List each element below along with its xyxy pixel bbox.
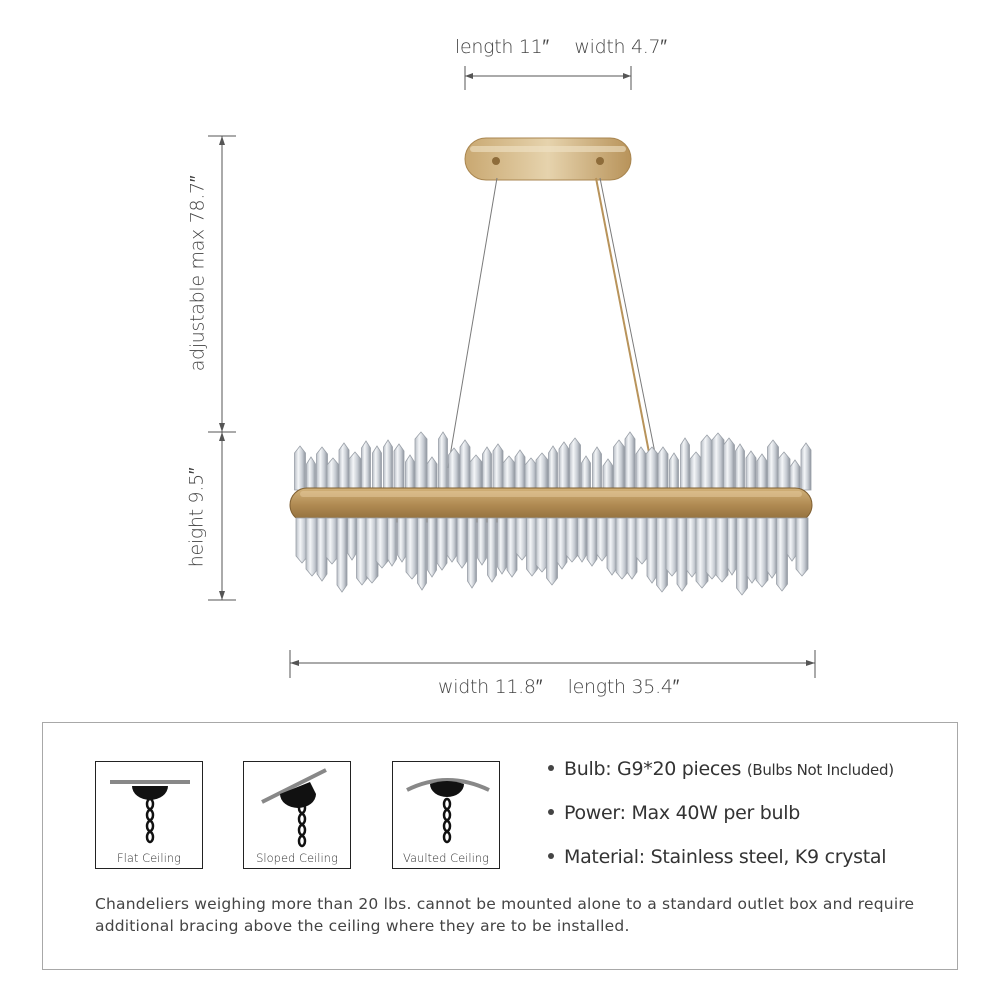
crystal-prism <box>362 441 371 490</box>
crystal-prism <box>348 518 357 560</box>
crystal-prism <box>647 518 657 583</box>
crystal-prism <box>295 446 306 490</box>
crystal-prism <box>728 518 737 575</box>
crystal-prism <box>536 453 548 490</box>
crystal-prism <box>398 518 407 562</box>
crystal-prism <box>525 458 537 490</box>
crystal-prism <box>339 443 349 490</box>
crystal-prism <box>666 518 678 576</box>
crystal-prism <box>307 457 316 490</box>
height-label: height 9.5″ <box>185 467 208 568</box>
crystal-prism <box>636 447 646 490</box>
sloped-ceiling-card <box>243 761 351 869</box>
crystal-prism <box>468 518 477 588</box>
crystal-prism <box>559 442 569 490</box>
crystal-prism <box>690 452 702 490</box>
lower-crystals <box>296 518 808 595</box>
canopy-plate <box>465 138 631 180</box>
crystal-prism <box>757 454 767 490</box>
crystal-prism <box>317 447 328 490</box>
crystal-prism <box>716 518 728 582</box>
bottom-length-label: length 35.4″ <box>567 676 680 698</box>
crystal-prism <box>394 444 404 490</box>
crystal-prism <box>670 453 679 490</box>
sloped-ceiling-label: Sloped Ceiling <box>256 851 338 865</box>
crystal-prism <box>327 458 339 490</box>
canopy-dimension-line <box>465 66 631 90</box>
flat-ceiling-label: Flat Ceiling <box>117 851 181 865</box>
crystal-prism <box>677 518 687 591</box>
crystal-prism <box>627 518 637 579</box>
crystal-prism <box>607 518 617 575</box>
crystal-prism <box>503 456 515 490</box>
crystal-prism <box>570 438 581 490</box>
spec-power-text: Power: Max 40W per bulb <box>564 802 801 824</box>
canopy-length-label: length 11″ <box>455 36 549 58</box>
crystal-prism <box>406 518 418 579</box>
crystal-prism <box>317 518 327 581</box>
crystal-prism <box>549 446 558 490</box>
crystal-prism <box>593 447 602 490</box>
crystal-prism <box>747 518 757 583</box>
crystal-prism <box>787 518 797 561</box>
crystal-prism <box>681 438 690 490</box>
crystal-prism <box>415 432 427 490</box>
bottom-dimension-line <box>290 650 815 678</box>
crystal-prism <box>724 438 735 490</box>
crystal-prism <box>801 443 811 490</box>
brass-ring <box>290 488 812 522</box>
crystal-prism <box>547 518 558 585</box>
crystal-prism <box>614 440 625 490</box>
spec-bulb-note: (Bulbs Not Included) <box>746 761 894 779</box>
spec-material-text: Material: Stainless steel, K9 crystal <box>564 846 887 868</box>
crystal-prism <box>470 455 482 490</box>
flat-ceiling-card <box>95 761 203 869</box>
spec-power <box>548 802 800 824</box>
crystal-prism <box>337 518 347 592</box>
adjustable-dimension-line <box>208 136 236 432</box>
crystal-prism <box>388 518 397 566</box>
crystal-prism <box>376 518 388 568</box>
crystal-prism <box>578 518 587 562</box>
vaulted-ceiling-label: Vaulted Ceiling <box>403 851 489 865</box>
spec-material <box>548 846 886 868</box>
crystal-prism <box>778 452 790 490</box>
spec-panel <box>42 722 958 970</box>
vaulted-ceiling-card <box>392 761 500 869</box>
crystal-prism <box>406 455 415 490</box>
crystal-prism <box>427 457 437 490</box>
crystal-prism <box>712 433 724 490</box>
installation-notice: Chandeliers weighing more than 20 lbs. cannot be mounted alone to a standard outlet box and require additional bracing above the ceiling where they are to be installed. <box>95 895 915 935</box>
crystal-prism <box>756 518 768 587</box>
crystal-prism <box>493 444 503 490</box>
crystal-prism <box>418 518 427 590</box>
upper-crystals <box>295 432 812 490</box>
crystal-prism <box>428 518 437 577</box>
crystal-prism <box>658 447 668 490</box>
spec-bulb-text: Bulb: G9*20 pieces <box>564 758 742 780</box>
crystal-prism <box>483 447 492 490</box>
crystal-prism <box>373 446 382 490</box>
bullet-icon <box>548 765 554 771</box>
crystal-prism <box>478 518 487 565</box>
crystal-prism <box>306 518 318 576</box>
crystal-prism <box>457 518 467 568</box>
crystal-prism <box>701 435 713 490</box>
bottom-width-label: width 11.8″ <box>438 676 543 698</box>
bullet-icon <box>548 809 554 815</box>
crystal-prism <box>636 518 648 564</box>
crystal-prism <box>515 450 525 490</box>
canopy-width-label: width 4.7″ <box>574 36 667 58</box>
crystal-prism <box>603 459 613 490</box>
crystal-prism <box>449 448 460 490</box>
crystal-prism <box>326 518 338 564</box>
crystal-prism <box>447 518 457 562</box>
crystal-prism <box>597 518 608 561</box>
crystal-prism <box>384 440 393 490</box>
crystal-prism <box>767 518 777 578</box>
crystal-prism <box>796 518 808 576</box>
crystal-prism <box>790 460 800 490</box>
crystal-prism <box>768 440 779 490</box>
crystal-prism <box>736 444 745 490</box>
crystal-prism <box>737 518 748 595</box>
crystal-prism <box>566 518 578 562</box>
crystal-prism <box>439 432 448 490</box>
crystal-prism <box>507 518 517 577</box>
crystal-prism <box>498 518 507 574</box>
crystal-prism <box>616 518 628 579</box>
crystal-prism <box>582 456 591 490</box>
height-dimension-line <box>208 432 236 600</box>
crystal-prism <box>746 451 756 490</box>
crystal-prism <box>777 518 788 591</box>
crystal-prism <box>437 518 447 570</box>
crystal-prism <box>646 447 658 490</box>
crystal-prism <box>625 432 635 490</box>
spec-bulb <box>548 758 894 780</box>
crystal-prism <box>587 518 597 566</box>
bullet-icon <box>548 853 554 859</box>
crystal-prism <box>557 518 567 569</box>
suspension-wires <box>448 178 658 468</box>
crystal-prism <box>349 452 361 490</box>
adjustable-label: adjustable max 78.7″ <box>186 175 209 372</box>
crystal-prism <box>460 440 470 490</box>
crystal-prism <box>488 518 497 582</box>
